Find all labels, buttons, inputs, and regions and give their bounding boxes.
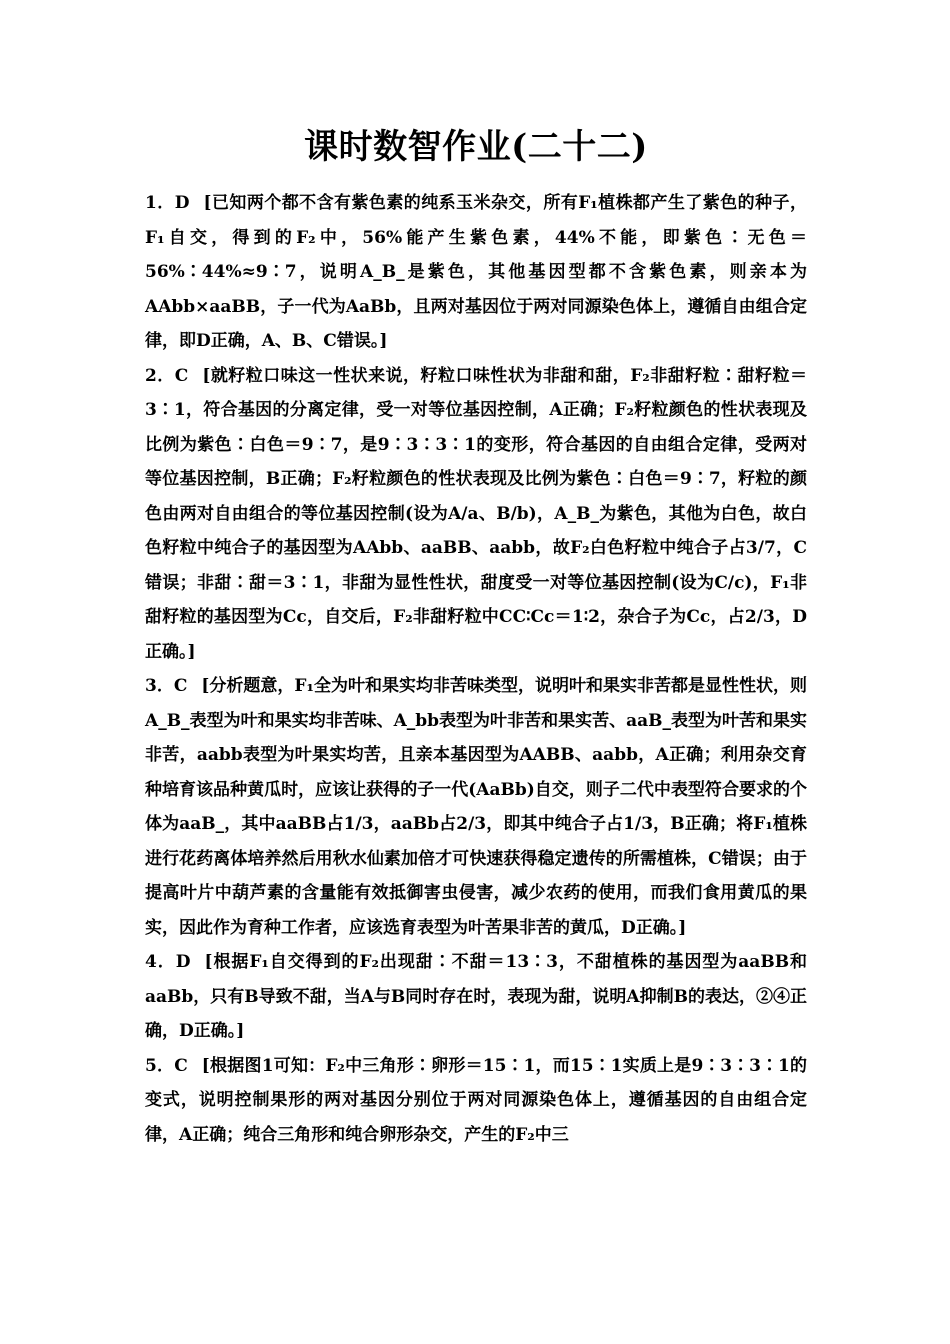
document-page <box>145 118 807 1152</box>
answer-explanation: [根据F₁自交得到的F₂出现甜∶不甜＝13∶3，不甜植株的基因型为aaBB和aaBb，只有B导致不甜，当A与B同时存在时，表现为甜，说明A抑制B的表达，②④正确，D正确。] <box>145 952 807 1041</box>
answer-number: 2． <box>145 365 175 386</box>
answer-number: 4． <box>145 952 176 972</box>
answer-item-3 <box>145 669 807 945</box>
answer-number: 5． <box>145 1055 175 1076</box>
answer-choice: C <box>174 1055 188 1076</box>
answer-explanation: [分析题意，F₁全为叶和果实均非苦味类型，说明叶和果实非苦都是显性性状，则A_B_表型为叶和果实均非苦味、A_bb表型为叶非苦和果实苦、aaB_表型为叶苦和果实非苦，aabb表型为叶果实均苦，且亲本基因型为AABB、aabb，A正确；利用杂交育种培育该品种黄瓜时，应该让获得的子一代(AaBb)自交，则子二代中表型符合要求的个体为aaB_，其中aaBB占1/3，aaBb占2/3，即其中纯合子占1/3，B正确；将F₁植株进行花药离体培养然后用秋水仙素加倍才可快速获得稳定遗传的所需植株，C错误；由于提高叶片中葫芦素的含量能有效抵御害虫侵害，减少农药的使用，而我们食用黄瓜的果实，因此作为育种工作者，应该选育表型为叶苦果非苦的黄瓜，D正确。] <box>145 676 807 938</box>
answer-number: 3． <box>145 676 174 696</box>
answer-explanation: [已知两个都不含有紫色素的纯系玉米杂交，所有F₁植株都产生了紫色的种子，F₁自交，得到的F₂中，56%能产生紫色素，44%不能，即紫色∶无色＝56%∶44%≈9∶7，说明A_B_是紫色，其他基因型都不含紫色素，则亲本为AAbb×aaBB，子一代为AaBb，且两对基因位于两对同源染色体上，遵循自由组合定律，即D正确，A、B、C错误。] <box>145 193 807 351</box>
answer-item-2 <box>145 359 807 670</box>
page-title: 课时数智作业(二十二) <box>304 127 648 167</box>
answer-item-4 <box>145 945 807 1049</box>
answer-item-5 <box>145 1049 807 1153</box>
answer-choice: C <box>173 676 188 696</box>
answer-choice: C <box>174 365 189 386</box>
answer-choice: D <box>174 193 190 213</box>
answer-number: 1． <box>145 193 175 213</box>
answer-explanation: [根据图1可知：F₂中三角形∶卵形＝15∶1，而15∶1实质上是9∶3∶3∶1的变式，说明控制果形的两对基因分别位于两对同源染色体上，遵循基因的自由组合定律，A正确；纯合三角形和纯合卵形杂交，产生的F₂中三 <box>145 1055 807 1145</box>
answer-choice: D <box>175 952 191 972</box>
answer-item-1 <box>145 186 807 359</box>
answer-explanation: [就籽粒口味这一性状来说，籽粒口味性状为非甜和甜，F₂非甜籽粒∶甜籽粒＝3∶1，符合基因的分离定律，受一对等位基因控制，A正确；F₂籽粒颜色的性状表现及比例为紫色∶白色＝9∶7，是9∶3∶3∶1的变形，符合基因的自由组合定律，受两对等位基因控制，B正确；F₂籽粒颜色的性状表现及比例为紫色∶白色＝9∶7，籽粒的颜色由两对自由组合的等位基因控制(设为A/a、B/b)，A_B_为紫色，其他为白色，故白色籽粒中纯合子的基因型为AAbb、aaBB、aabb，故F₂白色籽粒中纯合子占3/7，C错误；非甜∶甜＝3∶1，非甜为显性性状，甜度受一对等位基因控制(设为C/c)，F₁非甜籽粒的基因型为Cc，自交后，F₂非甜籽粒中CC∶Cc＝1∶2，杂合子为Cc，占2/3，D正确。] <box>145 365 807 662</box>
